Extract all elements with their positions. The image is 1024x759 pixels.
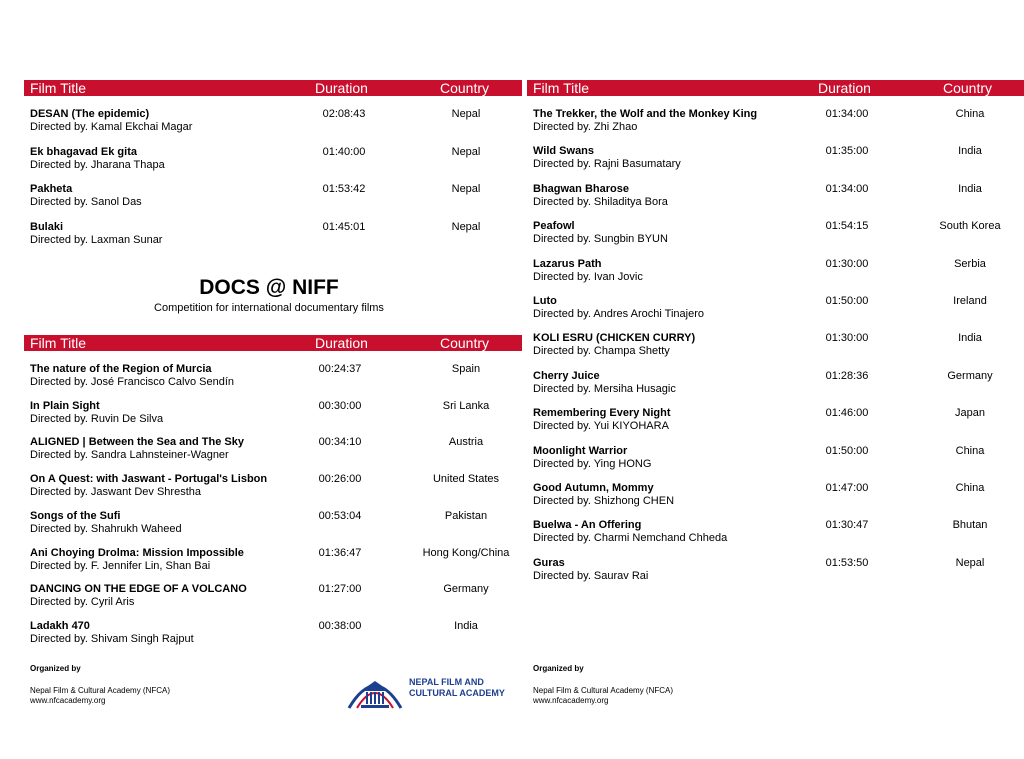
film-country: Nepal (451, 145, 481, 158)
header-country: Country (943, 80, 993, 96)
film-country: Japan (955, 407, 985, 420)
film-title: Bhagwan Bharose (533, 182, 629, 195)
film-director: Directed by. Ivan Jovic (533, 270, 643, 283)
film-duration: 01:34:00 (825, 108, 869, 120)
table-row (527, 519, 1024, 549)
film-country: Spain (451, 363, 481, 375)
table-row (24, 363, 522, 393)
film-title: Ladakh 470 (30, 619, 90, 632)
table-row (527, 445, 1024, 475)
film-duration: 01:45:01 (322, 220, 366, 233)
film-country: China (955, 482, 985, 494)
table-header (527, 80, 1024, 96)
film-title: Guras (533, 556, 565, 569)
header-film-title: Film Title (533, 80, 589, 96)
film-table-right (527, 80, 1024, 590)
header-film-title: Film Title (30, 80, 86, 96)
organizer-name: Nepal Film & Cultural Academy (NFCA) (30, 686, 171, 695)
film-title: Ani Choying Drolma: Mission Impossible (30, 546, 244, 559)
nfca-logo (345, 668, 515, 714)
film-title: Luto (533, 295, 557, 307)
film-country: India (958, 332, 982, 345)
film-director: Directed by. Sungbin BYUN (533, 233, 668, 246)
table-row (527, 183, 1024, 213)
film-director: Directed by. Kamal Ekchai Magar (30, 121, 193, 133)
film-duration: 00:34:10 (318, 436, 362, 449)
film-country: Serbia (954, 257, 986, 270)
organizer-name: Nepal Film & Cultural Academy (NFCA) (533, 686, 674, 695)
film-director: Directed by. Ying HONG (533, 457, 652, 470)
header-duration: Duration (818, 80, 871, 96)
film-title: DESAN (The epidemic) (30, 108, 150, 120)
film-title: Wild Swans (533, 145, 595, 158)
film-duration: 00:38:00 (318, 619, 362, 632)
film-title: ALIGNED | Between the Sea and The Sky (30, 436, 244, 449)
film-director: Directed by. Mersiha Husagic (533, 382, 676, 395)
film-country: Sri Lanka (442, 399, 490, 412)
film-duration: 01:35:00 (825, 145, 869, 158)
table-row (24, 221, 522, 251)
table-row (527, 108, 1024, 138)
table-row (24, 620, 522, 650)
table-row (527, 332, 1024, 362)
film-table-left-bottom (24, 335, 522, 650)
film-duration: 01:53:42 (322, 183, 366, 195)
film-country: India (958, 182, 982, 195)
film-director: Directed by. Shizhong CHEN (533, 495, 675, 507)
film-country: Ireland (953, 295, 987, 307)
film-director: Directed by. Laxman Sunar (30, 233, 163, 246)
film-director: Directed by. Ruvin De Silva (30, 412, 164, 425)
film-title: DANCING ON THE EDGE OF A VOLCANO (30, 583, 247, 596)
film-director: Directed by. Jharana Thapa (30, 158, 165, 171)
table-row (24, 146, 522, 176)
organizer-label: Organized by (30, 664, 81, 673)
film-duration: 00:30:00 (318, 399, 362, 412)
film-country: Nepal (451, 220, 481, 233)
table-header (24, 335, 522, 351)
film-duration: 01:54:15 (825, 220, 869, 233)
film-country: Bhutan (952, 519, 988, 532)
table-row (24, 400, 522, 430)
film-title: Bulaki (30, 220, 64, 233)
film-country: Germany (947, 369, 993, 382)
film-country: China (955, 444, 985, 457)
table-row (527, 258, 1024, 288)
table-row (24, 473, 522, 503)
film-duration: 01:46:00 (825, 407, 869, 420)
film-director: Directed by. Yui KIYOHARA (533, 420, 669, 433)
header-country: Country (440, 335, 490, 351)
film-title: Remembering Every Night (533, 407, 671, 420)
film-duration: 01:27:00 (318, 583, 362, 596)
table-row (527, 370, 1024, 400)
organizer-info-right (533, 664, 673, 706)
film-title: On A Quest: with Jaswant - Portugal's Lisbon (30, 473, 268, 486)
film-title: The nature of the Region of Murcia (30, 363, 212, 375)
film-country: United States (432, 473, 500, 486)
film-director: Directed by. Cyril Aris (30, 596, 135, 609)
film-duration: 01:47:00 (825, 482, 869, 494)
film-duration: 02:08:43 (322, 108, 366, 120)
logo-line-1: NEPAL FILM AND (409, 677, 484, 687)
film-director: Directed by. Sanol Das (30, 196, 142, 208)
table-row (527, 295, 1024, 325)
film-title: In Plain Sight (30, 399, 100, 412)
film-duration: 01:30:47 (825, 519, 869, 532)
film-table-left-top (24, 80, 522, 250)
film-title: Lazarus Path (533, 257, 602, 270)
table-row (527, 145, 1024, 175)
film-duration: 00:24:37 (318, 363, 362, 375)
film-director: Directed by. Shiladitya Bora (533, 195, 668, 208)
film-duration: 01:50:00 (825, 295, 869, 307)
film-duration: 00:26:00 (318, 473, 362, 486)
film-director: Directed by. Rajni Basumatary (533, 158, 681, 171)
table-row (24, 108, 522, 138)
page-title: DOCS @ NIFF (199, 276, 339, 299)
film-director: Directed by. Zhi Zhao (533, 121, 638, 133)
organizer-label: Organized by (533, 664, 584, 673)
film-title: Cherry Juice (533, 369, 600, 382)
film-director: Directed by. F. Jennifer Lin, Shan Bai (30, 559, 211, 572)
film-director: Directed by. Charmi Nemchand Chheda (533, 532, 728, 545)
header-duration: Duration (315, 335, 368, 351)
film-duration: 01:34:00 (825, 182, 869, 195)
table-header (24, 80, 522, 96)
table-row (527, 482, 1024, 512)
film-country: Hong Kong/China (422, 546, 510, 559)
organizer-url: www.nfcacademy.org (533, 696, 609, 705)
film-duration: 01:53:50 (825, 556, 869, 569)
header-film-title: Film Title (30, 335, 86, 351)
film-country: Germany (443, 583, 489, 596)
page-subtitle: Competition for international documentary films (154, 302, 384, 314)
table-row (24, 510, 522, 540)
table-row (527, 557, 1024, 587)
film-duration: 01:50:00 (825, 444, 869, 457)
table-row (24, 583, 522, 613)
film-title: Ek bhagavad Ek gita (30, 145, 137, 158)
header-duration: Duration (315, 80, 368, 96)
film-director: Directed by. Champa Shetty (533, 345, 670, 358)
academy-building-icon (345, 668, 405, 714)
film-country: Nepal (955, 556, 985, 569)
organizer-info-left (30, 664, 170, 706)
film-country: Pakistan (444, 509, 488, 522)
header-country: Country (440, 80, 490, 96)
film-country: Austria (448, 436, 484, 449)
film-director: Directed by. Sandra Lahnsteiner-Wagner (30, 449, 229, 462)
film-title: Moonlight Warrior (533, 444, 628, 457)
logo-text (409, 677, 505, 699)
film-country: South Korea (939, 220, 1001, 233)
film-title: Pakheta (30, 183, 73, 195)
film-country: Nepal (451, 108, 481, 120)
film-country: India (958, 145, 982, 158)
table-row (24, 547, 522, 577)
film-country: India (454, 619, 478, 632)
film-title: KOLI ESRU (CHICKEN CURRY) (533, 332, 696, 345)
film-duration: 01:30:00 (825, 332, 869, 345)
film-title: Songs of the Sufi (30, 509, 121, 522)
film-director: Directed by. Andres Arochi Tinajero (533, 308, 704, 320)
table-row (527, 407, 1024, 437)
film-country: Nepal (451, 183, 481, 195)
organizer-url: www.nfcacademy.org (30, 696, 106, 705)
film-title: The Trekker, the Wolf and the Monkey King (533, 108, 758, 120)
film-duration: 01:40:00 (322, 145, 366, 158)
film-country: China (955, 108, 985, 120)
film-director: Directed by. Shivam Singh Rajput (30, 632, 194, 645)
film-title: Peafowl (533, 220, 575, 233)
table-row (527, 220, 1024, 250)
film-director: Directed by. Shahrukh Waheed (30, 522, 182, 535)
table-row (24, 436, 522, 466)
film-title: Good Autumn, Mommy (533, 482, 654, 494)
table-row (24, 183, 522, 213)
film-director: Directed by. Jaswant Dev Shrestha (30, 486, 201, 499)
film-duration: 01:28:36 (825, 369, 869, 382)
film-duration: 01:36:47 (318, 546, 362, 559)
film-title: Buelwa - An Offering (533, 519, 642, 532)
logo-line-2: CULTURAL ACADEMY (409, 688, 505, 698)
film-duration: 00:53:04 (318, 509, 362, 522)
film-duration: 01:30:00 (825, 257, 869, 270)
film-director: Directed by. Saurav Rai (533, 569, 649, 582)
film-director: Directed by. José Francisco Calvo Sendín (30, 376, 234, 388)
